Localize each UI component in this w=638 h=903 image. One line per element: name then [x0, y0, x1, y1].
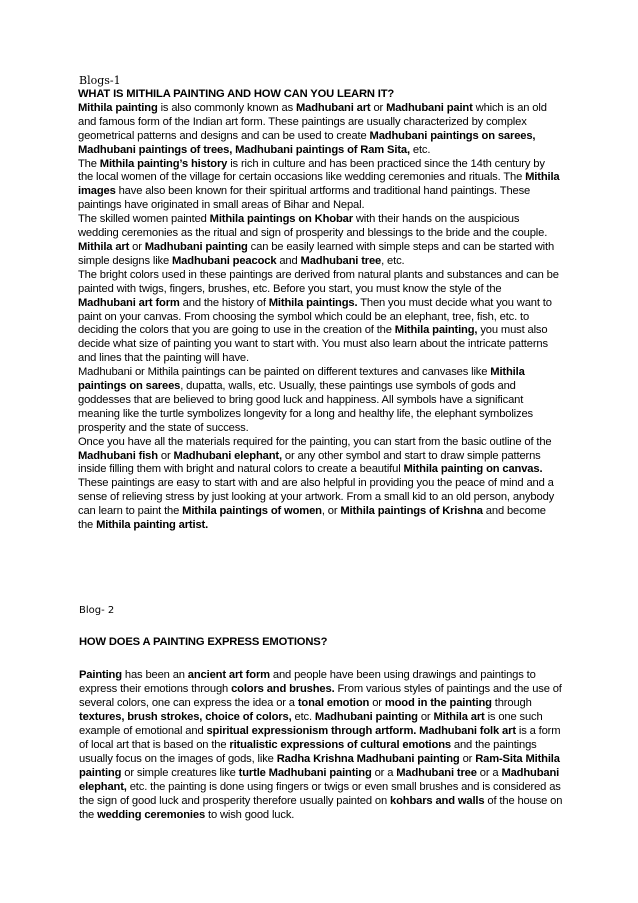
text-run: These paintings are easy to start with and are also helpful in providing you the peace of mind and a sense of relieving stress by just looking at your artwork. From a small kid to an old person, anybody can learn to paint the	[78, 477, 555, 518]
bold-text: Ram-Sita Mithila painting	[79, 753, 560, 779]
bold-text: spiritual expressionism through artform. Madhubani folk art	[206, 725, 516, 737]
paragraph	[79, 668, 563, 822]
paragraph	[78, 158, 562, 214]
bold-text: Madhubani painting	[144, 240, 248, 253]
blog2-label: Blog- 2	[79, 605, 115, 616]
bold-text: Mithila paintings on sarees	[78, 366, 525, 393]
text-run: Then you must decide what you want to paint on your canvas. From choosing the symbol which could be an elephant, tree, fish, etc. to deciding the colors that you are going to use in the creation of the	[78, 296, 552, 337]
text-run: is also commonly known as	[157, 101, 296, 114]
paragraph	[78, 436, 562, 478]
bold-text: mood in the painting	[384, 697, 492, 709]
text-run: through	[491, 697, 532, 709]
bold-text: Madhubani paint	[386, 101, 473, 114]
text-run: to wish good luck.	[205, 809, 295, 821]
text-run: The	[78, 157, 100, 170]
blog2-paragraphs	[79, 668, 563, 822]
text-run: or	[157, 449, 174, 462]
text-run: or a	[371, 767, 397, 779]
bold-text: Mithila paintings on Khobar	[209, 213, 353, 226]
text-run: The skilled women painted	[78, 213, 210, 226]
bold-text: wedding ceremonies	[97, 809, 206, 821]
bold-text: Mithila painting	[78, 101, 158, 114]
blog1-title: WHAT IS MITHILA PAINTING AND HOW CAN YOU LEARN IT?	[78, 88, 395, 100]
text-run: or	[129, 240, 145, 253]
text-run: of the house on the	[79, 795, 563, 821]
bold-text: tonal emotion	[297, 697, 370, 709]
text-run: is one such example of emotional and	[79, 711, 543, 737]
text-run: etc. the painting is done using fingers or twigs or even small brushes and is considered as the sign of good luck and prosperity therefore usually painted on	[79, 781, 561, 807]
bold-text: Mithila paintings of women	[182, 505, 322, 518]
text-run: or simple creatures like	[121, 767, 239, 779]
bold-text: Painting	[79, 669, 122, 681]
paragraph	[78, 477, 562, 533]
text-run: or	[417, 711, 434, 723]
bold-text: colors and brushes.	[231, 683, 335, 695]
blog2-title: HOW DOES A PAINTING EXPRESS EMOTIONS?	[79, 636, 328, 648]
blog2-content	[79, 668, 563, 822]
text-run: and the history of	[179, 296, 269, 309]
bold-text: Mithila painting,	[394, 324, 478, 337]
bold-text: Mithila painting artist.	[96, 519, 209, 532]
text-run: or	[370, 101, 387, 114]
text-run: , dupatta, walls, etc. Usually, these paintings use symbols of gods and goddesses that are believed to bring good luck and happiness. All symbols have a significant meaning like the turtle symbolizes longevity for a long and healthy life, the elephant symbolizes prosperity and the state of success.	[78, 380, 533, 434]
text-run: which is an old and famous form of the Indian art form. These paintings are usually characterized by complex geometrical patterns and designs and can be used to create	[78, 101, 547, 142]
bold-text: ritualistic expressions of cultural emotions	[229, 739, 451, 751]
blog1-label: Blogs-1	[79, 74, 121, 87]
paragraph	[78, 102, 562, 158]
text-run: or a	[476, 767, 502, 779]
bold-text: Madhubani art form	[78, 296, 180, 309]
text-run: has been an	[121, 669, 188, 681]
text-run: , or	[321, 505, 341, 518]
text-run: , etc.	[381, 254, 405, 267]
text-run: etc.	[291, 711, 315, 723]
paragraph	[78, 241, 562, 269]
text-run: can be easily learned with simple steps and can be started with simple designs like	[78, 240, 555, 267]
bold-text: Radha Krishna Madhubani painting	[276, 753, 460, 765]
bold-text: Madhubani fish	[78, 449, 158, 462]
bold-text: Madhubani tree	[396, 767, 477, 779]
text-run: or	[369, 697, 385, 709]
text-run: and become the	[78, 505, 546, 532]
text-run: Once you have all the materials required for the painting, you can start from the basic outline of the	[78, 435, 552, 448]
bold-text: Madhubani tree	[300, 254, 382, 267]
text-run: is rich in culture and has been practiced since the 14th century by the local women of the village for certain occasions like wedding ceremonies and rituals. The	[78, 157, 545, 184]
bold-text: Madhubani art	[295, 101, 371, 114]
text-run: From various styles of paintings and the use of several colors, one can express the idea or a	[79, 683, 562, 709]
text-run: you must also decide what size of painting you want to start with. You must also learn about the intricate patterns and lines that the painting will have.	[78, 324, 548, 365]
bold-text: ancient art form	[187, 669, 270, 681]
text-run: have also been known for their spiritual artforms and traditional hand paintings. These paintings have originated in small areas of Bihar and Nepal.	[78, 185, 531, 212]
text-run: Madhubani or Mithila paintings can be painted on different textures and canvases like	[78, 366, 491, 379]
text-run: and the paintings usually focus on the images of gods, like	[79, 739, 537, 765]
bold-text: Madhubani painting	[314, 711, 418, 723]
bold-text: Mithila paintings.	[268, 296, 358, 309]
paragraph	[78, 213, 562, 241]
paragraph	[78, 366, 562, 436]
text-run: or	[459, 753, 476, 765]
bold-text: kohbars and walls	[390, 795, 485, 807]
text-run: is a form of local art that is based on the	[79, 725, 561, 751]
bold-text: Mithila painting’s history	[99, 157, 228, 170]
bold-text: turtle Madhubani painting	[238, 767, 372, 779]
bold-text: Mithila paintings of Krishna	[340, 505, 483, 518]
bold-text: Madhubani elephant,	[79, 767, 560, 793]
bold-text: Mithila painting on canvas.	[403, 463, 543, 476]
text-run: and	[276, 254, 301, 267]
text-run: or any other symbol and start to draw simple patterns inside filling them with bright and natural colors to create a beautiful	[78, 449, 541, 476]
bold-text: Mithila images	[78, 171, 560, 198]
text-run: etc.	[409, 143, 431, 156]
paragraph	[78, 269, 562, 366]
blog1-paragraphs	[78, 102, 562, 533]
bold-text: Mithila art	[433, 711, 485, 723]
bold-text: Madhubani elephant,	[173, 449, 282, 462]
text-run: and people have been using drawings and paintings to express their emotions through	[79, 669, 536, 695]
text-run: The bright colors used in these paintings are derived from natural plants and substances and can be painted with twigs, fingers, brushes, etc. Before you start, you must know the style of the	[78, 268, 559, 295]
bold-text: textures, brush strokes, choice of colors,	[79, 711, 292, 723]
bold-text: Madhubani paintings on sarees, Madhubani paintings of trees, Madhubani paintings of Ram Sita,	[78, 129, 536, 156]
bold-text: Mithila art	[78, 240, 130, 253]
text-run: with their hands on the auspicious wedding ceremonies as the ritual and sign of prosperity and blessings to the bride and the couple.	[78, 213, 548, 240]
bold-text: Madhubani peacock	[172, 254, 277, 267]
blog1-content	[78, 88, 562, 533]
